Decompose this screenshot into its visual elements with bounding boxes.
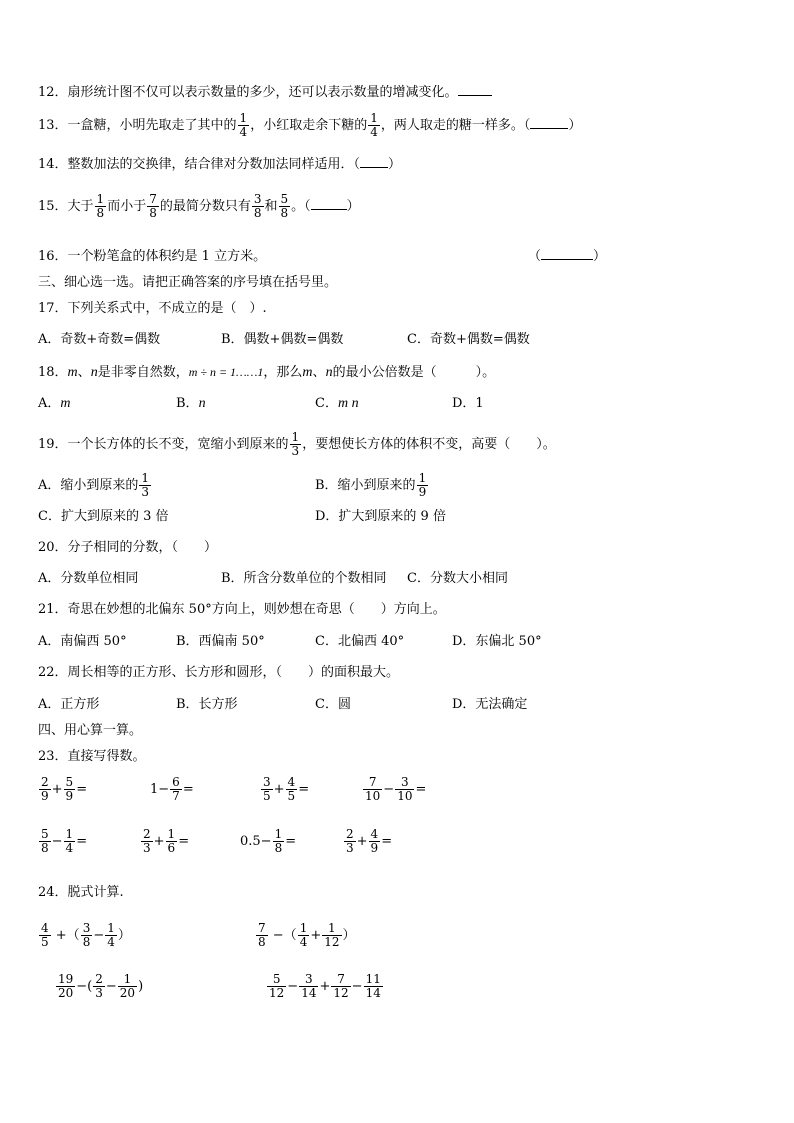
- fraction: $\frac{1}{3}$: [291, 430, 300, 458]
- option-c[interactable]: C．北偏西 40°: [315, 634, 405, 649]
- option-b[interactable]: B．所含分数单位的个数相同: [221, 571, 387, 586]
- question-23-title: 23．直接写得数。: [38, 749, 146, 764]
- option-a[interactable]: A．缩小到原来的 $\frac{1}{3}$: [38, 471, 150, 499]
- question-14: 14．整数加法的交换律，结合律对分数加法同样适用．（ ）: [38, 157, 402, 172]
- option-b[interactable]: B．缩小到原来的 $\frac{1}{9}$: [315, 471, 427, 499]
- question-16-text: 16．一个粉笔盒的体积约是 1 立方米。: [38, 249, 267, 264]
- option-a[interactable]: A．奇数+奇数=偶数: [38, 332, 161, 347]
- calc-expression: $\frac{2}{3}$ + $\frac{1}{6}$ =: [143, 827, 190, 855]
- option-b[interactable]: B．n: [176, 396, 206, 411]
- fraction: $\frac{7}{8}$: [149, 192, 157, 220]
- option-c[interactable]: C．分数大小相同: [407, 571, 508, 586]
- section-heading-3: 三、细心选一选。请把正确答案的序号填在括号里。: [38, 275, 338, 290]
- question-15: 15．大于 $\frac{1}{8}$ 而小于 $\frac{7}{8}$ 的最简分数只有 $\frac{3}{8}$ 和 $\frac{5}{8}$ 。（ ）: [38, 192, 360, 220]
- option-d[interactable]: D．东偏北 50°: [452, 634, 542, 649]
- question-13: 13．一盒糖，小明先取走了其中的 $\frac{1}{4}$ ，小红取走余下糖的 $\frac{1}{4}$ ，两人取走的糖一样多。（ ）: [38, 111, 582, 139]
- option-a[interactable]: A．南偏西 50°: [38, 634, 127, 649]
- option-b[interactable]: B．长方形: [176, 697, 238, 712]
- calc-expression: $\frac{2}{9}$ + $\frac{5}{9}$ =: [41, 775, 88, 803]
- option-c[interactable]: C．奇数+偶数=偶数: [407, 332, 530, 347]
- option-d[interactable]: D．扩大到原来的 9 倍: [315, 509, 446, 524]
- calc-expression: $\frac{2}{3}$ + $\frac{4}{9}$ =: [346, 827, 393, 855]
- option-b[interactable]: B．偶数+偶数=偶数: [221, 332, 344, 347]
- calc-expression: $\frac{5}{12}$ − $\frac{3}{14}$ + $\frac{7}{12}$ − $\frac{11}{14}$: [269, 972, 381, 1000]
- question-13-text-c: ，两人取走的糖一样多。（: [380, 118, 531, 133]
- question-16: [38, 248, 266, 266]
- question-24-title: 24．脱式计算.: [38, 885, 124, 900]
- fraction: $\frac{3}{8}$: [253, 192, 262, 220]
- question-13-text-b: ，小红取走余下糖的: [250, 118, 368, 133]
- question-19: 19．一个长方体的长不变，宽缩小到原来的 $\frac{1}{3}$ ，要想使长方体的体积不变，高要（ ）。: [38, 430, 556, 458]
- question-12-text: 12．扇形统计图不仅可以表示数量的多少，还可以表示数量的增减变化。: [38, 85, 458, 100]
- answer-blank[interactable]: [530, 128, 568, 129]
- fraction: $\frac{1}{8}$: [96, 192, 105, 220]
- fraction: $\frac{5}{8}$: [280, 192, 289, 220]
- calc-expression: 0.5− $\frac{1}{8}$ =: [240, 827, 297, 855]
- option-b[interactable]: B．西偏南 50°: [176, 634, 265, 649]
- fraction: $\frac{1}{4}$: [239, 111, 248, 139]
- option-a[interactable]: A．正方形: [38, 697, 100, 712]
- option-c[interactable]: C．m n: [315, 396, 359, 411]
- option-d[interactable]: D．无法确定: [452, 697, 528, 712]
- fraction: $\frac{1}{3}$: [141, 471, 150, 499]
- calc-expression: $\frac{3}{5}$ + $\frac{4}{5}$ =: [263, 775, 310, 803]
- answer-blank[interactable]: [311, 209, 347, 210]
- question-14-text: 14．整数加法的交换律，结合律对分数加法同样适用．（: [38, 157, 361, 172]
- math-expression: m ÷ n = 1……1: [188, 365, 264, 379]
- question-18: 18．m、n是非零自然数，m ÷ n = 1……1，那么m、n的最小公倍数是（ ）。: [38, 365, 496, 380]
- option-c[interactable]: C．扩大到原来的 3 倍: [38, 509, 169, 524]
- answer-blank[interactable]: [458, 95, 492, 96]
- option-a[interactable]: A．分数单位相同: [38, 571, 139, 586]
- fraction: $\frac{1}{9}$: [418, 471, 427, 499]
- question-21: 21．奇思在妙想的北偏东 50°方向上，则妙想在奇思（ ）方向上。: [38, 602, 446, 617]
- answer-blank[interactable]: [541, 259, 593, 260]
- calc-expression: 1− $\frac{6}{7}$ =: [150, 775, 194, 803]
- question-17: 17．下列关系式中，不成立的是（ ）.: [38, 301, 267, 316]
- question-12: [38, 84, 492, 102]
- calc-expression: $\frac{5}{8}$ − $\frac{1}{4}$ =: [41, 827, 88, 855]
- question-22: 22．周长相等的正方形、长方形和圆形，（ ）的面积最大。: [38, 665, 400, 680]
- question-16-answer: （ ）: [528, 249, 607, 264]
- calc-expression: $\frac{19}{20}$ −( $\frac{2}{3}$ − $\frac{1}{20}$ ): [58, 972, 144, 1000]
- answer-blank[interactable]: [360, 167, 388, 168]
- option-d[interactable]: D．1: [452, 396, 484, 411]
- calc-expression: $\frac{7}{8}$ −（ $\frac{1}{4}$ + $\frac{1}{12}$ ）: [258, 921, 356, 949]
- section-heading-4: 四、用心算一算。: [38, 723, 143, 738]
- calc-expression: $\frac{7}{10}$ − $\frac{3}{10}$ =: [365, 775, 427, 803]
- option-c[interactable]: C．圆: [315, 697, 351, 712]
- fraction: $\frac{1}{4}$: [370, 111, 378, 139]
- question-13-text-a: 13．一盒糖，小明先取走了其中的: [38, 118, 237, 133]
- question-20: 20．分子相同的分数，（ ）: [38, 540, 218, 555]
- calc-expression: $\frac{4}{5}$ +（ $\frac{3}{8}$ − $\frac{1}{4}$ ）: [41, 921, 131, 949]
- option-a[interactable]: A．m: [38, 396, 71, 411]
